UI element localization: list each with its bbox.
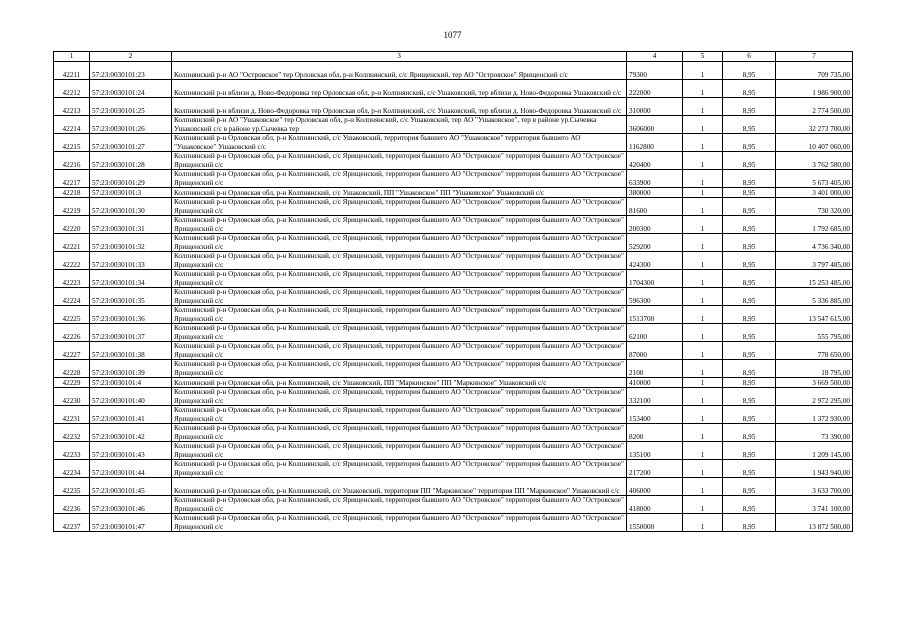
rate-value: 8,95	[723, 188, 776, 198]
rate-value: 8,95	[723, 234, 776, 252]
rate-value: 8,95	[723, 496, 776, 514]
address-description: Колпнянский р-н Орловская обл, р-н Колпнянский, с/с Ярищенский, территория бывшего АО "Островское" территория бывшего АО "Островское" Ярищенский с/с	[172, 360, 627, 378]
row-number: 42215	[54, 134, 90, 152]
count-value: 1	[683, 342, 723, 360]
cadastral-value: 3 669 500,00	[776, 378, 853, 388]
area-value: 1704300	[627, 270, 683, 288]
cadastral-value: 10 407 060,00	[776, 134, 853, 152]
area-value: 2100	[627, 360, 683, 378]
table-row	[54, 442, 853, 460]
address-description: Колпнянский р-н Орловская обл, р-н Колпнянский, с/с Ярищенский, территория бывшего АО "Островское" территория бывшего АО "Островское" Ярищенский с/с	[172, 424, 627, 442]
cadastral-number: 57:23:0030101:41	[90, 406, 172, 424]
cadastral-number: 57:23:0030101:44	[90, 460, 172, 478]
address-description: Колпнянский р-н Орловская обл, р-н Колпнянский, с/с Ярищенский, территория бывшего АО "Островское" территория бывшего АО "Островское" Ярищенский с/с	[172, 252, 627, 270]
count-value: 1	[683, 324, 723, 342]
cadastral-number: 57:23:0030101:40	[90, 388, 172, 406]
area-value: 410000	[627, 378, 683, 388]
address-description: Колпнянский р-н Орловская обл, р-н Колпнянский, с/с Ярищенский, территория бывшего АО "Островское" территория бывшего АО "Островское" Ярищенский с/с	[172, 388, 627, 406]
column-header: 5	[683, 52, 723, 62]
cadastral-number: 57:23:0030101:30	[90, 198, 172, 216]
rate-value: 8,95	[723, 170, 776, 188]
rate-value: 8,95	[723, 324, 776, 342]
count-value: 1	[683, 152, 723, 170]
cadastral-value: 1 792 685,00	[776, 216, 853, 234]
cadastral-value: 555 795,00	[776, 324, 853, 342]
row-number: 42219	[54, 198, 90, 216]
cadastral-number: 57:23:0030101:24	[90, 80, 172, 98]
address-description: Колпнянский р-н Орловская обл, р-н Колпнянский, с/с Ярищенский, территория бывшего АО "Островское" территория бывшего АО "Островское" Ярищенский с/с	[172, 460, 627, 478]
cadastral-value: 1 943 940,00	[776, 460, 853, 478]
cadastral-value: 730 320,00	[776, 198, 853, 216]
cadastral-value: 13 872 500,00	[776, 514, 853, 532]
count-value: 1	[683, 496, 723, 514]
area-value: 81600	[627, 198, 683, 216]
cadastral-value: 15 253 485,00	[776, 270, 853, 288]
area-value: 62100	[627, 324, 683, 342]
area-value: 420400	[627, 152, 683, 170]
count-value: 1	[683, 252, 723, 270]
address-description: Колпнянский р-н Орловская обл, р-н Колпнянский, с/с Ярищенский, территория бывшего АО "Островское" территория бывшего АО "Островское" Ярищенский с/с	[172, 270, 627, 288]
rate-value: 8,95	[723, 198, 776, 216]
cadastral-number: 57:23:0030101:26	[90, 116, 172, 134]
address-description: Колпнянский р-н Орловская обл, р-н Колпнянский, с/с Ярищенский, территория бывшего АО "Островское" территория бывшего АО "Островское" Ярищенский с/с	[172, 288, 627, 306]
count-value: 1	[683, 388, 723, 406]
count-value: 1	[683, 460, 723, 478]
cadastral-value: 2 774 500,00	[776, 98, 853, 116]
count-value: 1	[683, 62, 723, 80]
cadastral-number: 57:23:0030101:3	[90, 188, 172, 198]
cadastral-value: 778 650,00	[776, 342, 853, 360]
count-value: 1	[683, 306, 723, 324]
column-header: 6	[723, 52, 776, 62]
row-number: 42231	[54, 406, 90, 424]
cadastral-number: 57:23:0030101:45	[90, 478, 172, 496]
area-value: 633900	[627, 170, 683, 188]
rate-value: 8,95	[723, 378, 776, 388]
row-number: 42217	[54, 170, 90, 188]
count-value: 1	[683, 406, 723, 424]
table-row	[54, 478, 853, 496]
table-row	[54, 62, 853, 80]
cadastral-value: 3 401 000,00	[776, 188, 853, 198]
rate-value: 8,95	[723, 388, 776, 406]
row-number: 42237	[54, 514, 90, 532]
row-number: 42235	[54, 478, 90, 496]
area-value: 87000	[627, 342, 683, 360]
cadastral-value: 5 336 885,00	[776, 288, 853, 306]
rate-value: 8,95	[723, 460, 776, 478]
table-row	[54, 198, 853, 216]
column-header: 2	[90, 52, 172, 62]
cadastral-value: 1 209 145,00	[776, 442, 853, 460]
table-row	[54, 424, 853, 442]
cadastral-value: 3 633 700,00	[776, 478, 853, 496]
cadastral-value: 13 547 615,00	[776, 306, 853, 324]
cadastral-value: 3 741 100,00	[776, 496, 853, 514]
rate-value: 8,95	[723, 216, 776, 234]
column-header: 3	[172, 52, 627, 62]
rate-value: 8,95	[723, 514, 776, 532]
table-row	[54, 388, 853, 406]
row-number: 42232	[54, 424, 90, 442]
table-row	[54, 460, 853, 478]
cadastral-value: 3 797 485,00	[776, 252, 853, 270]
area-value: 1513700	[627, 306, 683, 324]
address-description: Колпнянский р-н Орловская обл, р-н Колпнянский, с/с Ярищенский, территория бывшего АО "Островское" территория бывшего АО "Островское" Ярищенский с/с	[172, 170, 627, 188]
cadastral-number: 57:23:0030101:39	[90, 360, 172, 378]
row-number: 42211	[54, 62, 90, 80]
cadastral-number: 57:23:0030101:46	[90, 496, 172, 514]
address-description: Колпнянский р-н Орловская обл, р-н Колпнянский, с/с Ярищенский, территория бывшего АО "Островское" территория бывшего АО "Островское" Ярищенский с/с	[172, 234, 627, 252]
cadastral-number: 57:23:0030101:34	[90, 270, 172, 288]
cadastral-number: 57:23:0030101:47	[90, 514, 172, 532]
area-value: 135100	[627, 442, 683, 460]
table-row	[54, 134, 853, 152]
table-row	[54, 514, 853, 532]
area-value: 418000	[627, 496, 683, 514]
cadastral-number: 57:23:0030101:43	[90, 442, 172, 460]
area-value: 310000	[627, 98, 683, 116]
address-description: Колпнянский р-н Орловская обл, р-н Колпнянский, с/с Ушаковский, территория бывшего АО "Ушаковское" территория бывшего АО "Ушаковское" Ушаковский с/с	[172, 134, 627, 152]
rate-value: 8,95	[723, 442, 776, 460]
count-value: 1	[683, 116, 723, 134]
rate-value: 8,95	[723, 134, 776, 152]
area-value: 332100	[627, 388, 683, 406]
address-description: Колпнянский р-н Орловская обл, р-н Колпнянский, с/с Ушаковский, территория ПП "Маркинское" территория ПП "Маркинское" Ушаковский с/с	[172, 478, 627, 496]
area-value: 380000	[627, 188, 683, 198]
table-row	[54, 170, 853, 188]
count-value: 1	[683, 170, 723, 188]
row-number: 42225	[54, 306, 90, 324]
count-value: 1	[683, 378, 723, 388]
table-row	[54, 234, 853, 252]
table-row	[54, 116, 853, 134]
table-row	[54, 152, 853, 170]
cadastral-number: 57:23:0030101:4	[90, 378, 172, 388]
table-row	[54, 360, 853, 378]
area-value: 1162800	[627, 134, 683, 152]
count-value: 1	[683, 442, 723, 460]
cadastral-value: 2 972 295,00	[776, 388, 853, 406]
area-value: 424300	[627, 252, 683, 270]
row-number: 42236	[54, 496, 90, 514]
address-description: Колпнянский р-н АО "Ушаковское" тер Орловская обл, р-н Колпнянский, с/с Ушаковский, тер АО "Ушаковское", тер в районе ур.Сычевка Ушаковский с/с в районе ур.Сычевка тер	[172, 116, 627, 134]
table-row	[54, 80, 853, 98]
address-description: Колпнянский р-н Орловская обл, р-н Колпнянский, с/с Ярищенский, территория бывшего АО "Островское" территория бывшего АО "Островское" Ярищенский с/с	[172, 216, 627, 234]
count-value: 1	[683, 188, 723, 198]
rate-value: 8,95	[723, 98, 776, 116]
count-value: 1	[683, 424, 723, 442]
area-value: 217200	[627, 460, 683, 478]
table-row	[54, 324, 853, 342]
address-description: Колпнянский р-н Орловская обл, р-н Колпнянский, с/с Ярищенский, территория бывшего АО "Островское" территория бывшего АО "Островское" Ярищенский с/с	[172, 442, 627, 460]
table-row	[54, 216, 853, 234]
rate-value: 8,95	[723, 342, 776, 360]
count-value: 1	[683, 134, 723, 152]
count-value: 1	[683, 80, 723, 98]
column-header: 1	[54, 52, 90, 62]
row-number: 42234	[54, 460, 90, 478]
row-number: 42214	[54, 116, 90, 134]
rate-value: 8,95	[723, 270, 776, 288]
cadastral-number: 57:23:0030101:36	[90, 306, 172, 324]
cadastral-number: 57:23:0030101:28	[90, 152, 172, 170]
cadastral-value: 4 736 340,00	[776, 234, 853, 252]
cadastral-number: 57:23:0030101:23	[90, 62, 172, 80]
cadastral-number: 57:23:0030101:37	[90, 324, 172, 342]
area-value: 406000	[627, 478, 683, 496]
table-row	[54, 288, 853, 306]
row-number: 42218	[54, 188, 90, 198]
address-description: Колпнянский р-н Орловская обл, р-н Колпнянский, с/с Ярищенский, территория бывшего АО "Островское" территория бывшего АО "Островское" Ярищенский с/с	[172, 324, 627, 342]
area-value: 79300	[627, 62, 683, 80]
rate-value: 8,95	[723, 478, 776, 496]
cadastral-value: 73 390,00	[776, 424, 853, 442]
count-value: 1	[683, 478, 723, 496]
cadastral-value: 709 735,00	[776, 62, 853, 80]
rate-value: 8,95	[723, 424, 776, 442]
cadastral-number: 57:23:0030101:29	[90, 170, 172, 188]
row-number: 42212	[54, 80, 90, 98]
cadastral-number: 57:23:0030101:38	[90, 342, 172, 360]
row-number: 42227	[54, 342, 90, 360]
area-value: 200300	[627, 216, 683, 234]
count-value: 1	[683, 216, 723, 234]
cadastral-number: 57:23:0030101:25	[90, 98, 172, 116]
row-number: 42226	[54, 324, 90, 342]
address-description: Колпнянский р-н Орловская обл, р-н Колпнянский, с/с Ярищенский, территория бывшего АО "Островское" территория бывшего АО "Островское" Ярищенский с/с	[172, 342, 627, 360]
table-row	[54, 306, 853, 324]
row-number: 42221	[54, 234, 90, 252]
address-description: Колпнянский р-н Орловская обл, р-н Колпнянский, с/с Ушаковский, ПП "Ушаковское" ПП "Ушаковское" Ушаковский с/с	[172, 188, 627, 198]
area-value: 222000	[627, 80, 683, 98]
column-header: 7	[776, 52, 853, 62]
address-description: Колпнянский р-н АО "Островское" тер Орловская обл, р-н Колпнянский, с/с Ярищенский, тер АО "Островское" Ярищенский с/с	[172, 62, 627, 80]
address-description: Колпнянский р-н Орловская обл, р-н Колпнянский, с/с Ярищенский, территория бывшего АО "Островское" территория бывшего АО "Островское" Ярищенский с/с	[172, 198, 627, 216]
cadastral-number: 57:23:0030101:27	[90, 134, 172, 152]
address-description: Колпнянский р-н Орловская обл, р-н Колпнянский, с/с Ярищенский, территория бывшего АО "Островское" территория бывшего АО "Островское" Ярищенский с/с	[172, 406, 627, 424]
rate-value: 8,95	[723, 360, 776, 378]
row-number: 42224	[54, 288, 90, 306]
address-description: Колпнянский р-н Орловская обл, р-н Колпнянский, с/с Ярищенский, территория бывшего АО "Островское" территория бывшего АО "Островское" Ярищенский с/с	[172, 514, 627, 532]
rate-value: 8,95	[723, 306, 776, 324]
address-description: Колпнянский р-н Орловская обл, р-н Колпнянский, с/с Ярищенский, территория бывшего АО "Островское" территория бывшего АО "Островское" Ярищенский с/с	[172, 496, 627, 514]
count-value: 1	[683, 514, 723, 532]
row-number: 42228	[54, 360, 90, 378]
table-row	[54, 406, 853, 424]
area-value: 3606000	[627, 116, 683, 134]
count-value: 1	[683, 270, 723, 288]
cadastral-number: 57:23:0030101:32	[90, 234, 172, 252]
count-value: 1	[683, 234, 723, 252]
row-number: 42233	[54, 442, 90, 460]
address-description: Колпнянский р-н Орловская обл, р-н Колпнянский, с/с Ярищенский, территория бывшего АО "Островское" территория бывшего АО "Островское" Ярищенский с/с	[172, 306, 627, 324]
rate-value: 8,95	[723, 152, 776, 170]
row-number: 42216	[54, 152, 90, 170]
rate-value: 8,95	[723, 288, 776, 306]
area-value: 529200	[627, 234, 683, 252]
table-row	[54, 98, 853, 116]
area-value: 8200	[627, 424, 683, 442]
cadastral-value-table	[53, 51, 853, 532]
count-value: 1	[683, 360, 723, 378]
table-row	[54, 342, 853, 360]
count-value: 1	[683, 98, 723, 116]
table-row	[54, 378, 853, 388]
cadastral-value: 32 273 700,00	[776, 116, 853, 134]
row-number: 42222	[54, 252, 90, 270]
table-row	[54, 188, 853, 198]
cadastral-number: 57:23:0030101:31	[90, 216, 172, 234]
cadastral-value: 1 372 930,00	[776, 406, 853, 424]
area-value: 1550000	[627, 514, 683, 532]
row-number: 42213	[54, 98, 90, 116]
rate-value: 8,95	[723, 80, 776, 98]
rate-value: 8,95	[723, 406, 776, 424]
rate-value: 8,95	[723, 62, 776, 80]
cadastral-number: 57:23:0030101:42	[90, 424, 172, 442]
address-description: Колпнянский р-н Орловская обл, р-н Колпнянский, с/с Ярищенский, территория бывшего АО "Островское" территория бывшего АО "Островское" Ярищенский с/с	[172, 152, 627, 170]
table-row	[54, 496, 853, 514]
row-number: 42229	[54, 378, 90, 388]
cadastral-number: 57:23:0030101:35	[90, 288, 172, 306]
count-value: 1	[683, 198, 723, 216]
area-value: 153400	[627, 406, 683, 424]
address-description: Колпнянский р-н вблизи д. Ново-Федоровка тер Орловская обл, р-н Колпнянский, с/с Ушаковский, тер вблизи д. Ново-Федоровка Ушаковский с/с	[172, 98, 627, 116]
page-number: 1077	[443, 30, 462, 40]
cadastral-value: 3 762 580,00	[776, 152, 853, 170]
area-value: 596300	[627, 288, 683, 306]
cadastral-number: 57:23:0030101:33	[90, 252, 172, 270]
rate-value: 8,95	[723, 252, 776, 270]
cadastral-value: 5 673 405,00	[776, 170, 853, 188]
column-header: 4	[627, 52, 683, 62]
row-number: 42223	[54, 270, 90, 288]
row-number: 42230	[54, 388, 90, 406]
address-description: Колпнянский р-н вблизи д. Ново-Федоровка тер Орловская обл, р-н Колпнянский, с/с Ушаковский, тер вблизи д. Ново-Федоровка Ушаковский с/с	[172, 80, 627, 98]
table-row	[54, 270, 853, 288]
cadastral-value: 18 795,00	[776, 360, 853, 378]
cadastral-value: 1 986 900,00	[776, 80, 853, 98]
address-description: Колпнянский р-н Орловская обл, р-н Колпнянский, с/с Ушаковский, ПП "Маркинское" ПП "Маркинское" Ушаковский с/с	[172, 378, 627, 388]
row-number: 42220	[54, 216, 90, 234]
table-row	[54, 252, 853, 270]
table-header-row	[54, 52, 853, 62]
count-value: 1	[683, 288, 723, 306]
rate-value: 8,95	[723, 116, 776, 134]
